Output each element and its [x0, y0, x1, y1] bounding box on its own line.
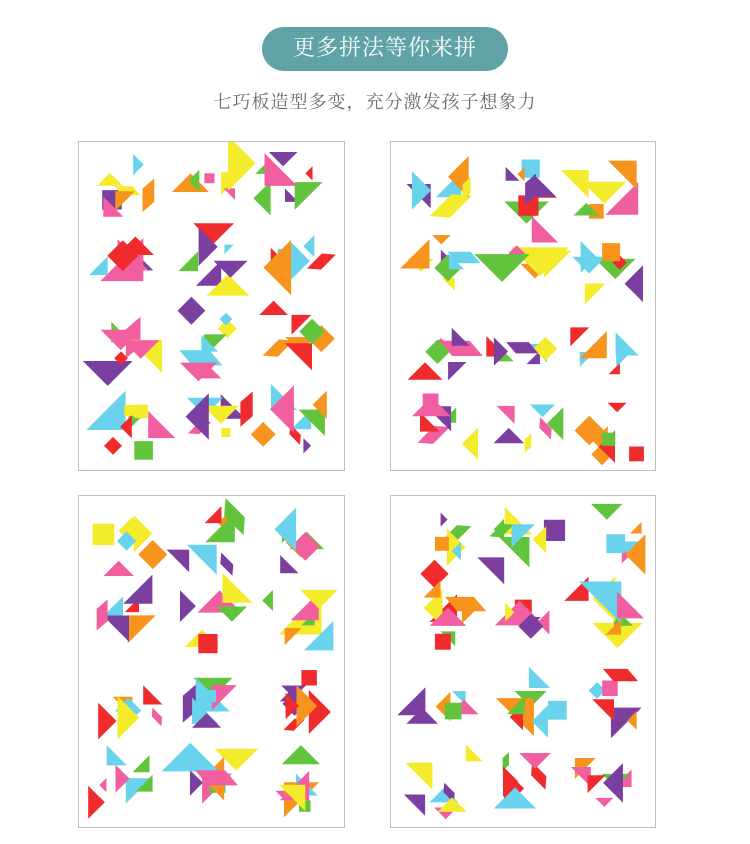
tangram-piece	[97, 600, 108, 631]
tangram-piece	[585, 284, 606, 305]
tangram-figure-4	[474, 216, 571, 282]
tangram-piece	[224, 188, 236, 200]
tangram-piece	[204, 173, 214, 183]
tangram-piece	[525, 434, 532, 453]
tangram-piece	[529, 667, 550, 688]
tangram-piece	[408, 362, 443, 380]
tangram-piece	[204, 690, 216, 702]
tangram-piece	[224, 245, 234, 255]
tangram-piece	[420, 560, 448, 588]
tangram-figure-7	[486, 336, 557, 366]
tangram-figure-9	[412, 394, 478, 460]
tangram-piece	[134, 441, 153, 460]
tangram-piece	[435, 537, 449, 551]
tangram-piece	[143, 179, 155, 213]
tangram-piece	[104, 561, 134, 576]
tangram-piece	[178, 251, 198, 271]
tangram-figure-0	[93, 515, 168, 576]
tangram-piece	[611, 708, 642, 739]
tangram-piece	[107, 745, 127, 765]
tangram-piece	[616, 332, 639, 355]
tangram-piece	[97, 173, 123, 186]
tangram-piece	[263, 339, 294, 356]
tangram-piece	[309, 690, 331, 734]
tangram-figure-8	[589, 669, 642, 738]
tangram-figure-7	[178, 297, 237, 381]
tangram-piece	[303, 438, 311, 453]
tangram-piece	[99, 778, 106, 792]
tangram-piece	[282, 745, 320, 764]
tangram-piece	[205, 506, 222, 523]
tangram-piece	[221, 428, 230, 437]
tangram-figure-5	[263, 235, 335, 295]
tangram-piece	[629, 447, 644, 462]
tangram-figure-2	[274, 508, 324, 574]
tangram-piece	[251, 422, 276, 447]
tangram-figure-10	[186, 391, 253, 439]
tangram-piece	[602, 433, 615, 446]
tangram-figure-9	[88, 745, 152, 819]
tangram-figure-7	[183, 678, 237, 728]
tangram-piece	[134, 405, 148, 419]
tangram-piece	[400, 239, 430, 268]
tangram-figures-grid	[391, 142, 657, 472]
tangram-figures-grid	[79, 496, 346, 829]
tangram-piece	[253, 181, 270, 215]
tangram-piece	[274, 508, 296, 551]
tangram-figure-5	[262, 590, 337, 651]
tangram-figures-grid	[391, 496, 657, 829]
tangram-piece	[406, 763, 433, 790]
tangram-piece	[435, 634, 451, 650]
tangram-figure-8	[280, 670, 331, 734]
tangram-figure-10	[162, 743, 259, 804]
tangram-piece	[625, 265, 643, 302]
section-title: 更多拼法等你来拼	[292, 36, 477, 61]
tangram-piece	[466, 745, 483, 762]
tangram-piece	[263, 240, 291, 295]
tangram-piece	[148, 411, 175, 438]
tangram-piece	[303, 235, 314, 257]
tangram-piece	[603, 763, 623, 803]
tangram-figure-10	[494, 405, 564, 453]
tangram-piece	[532, 216, 558, 242]
tangram-figure-9	[404, 745, 483, 820]
tangram-card-creatures	[390, 141, 656, 471]
tangram-piece	[494, 428, 525, 443]
tangram-piece	[564, 577, 588, 601]
tangram-figure-3	[97, 575, 156, 644]
tangram-figure-11	[275, 745, 320, 817]
tangram-piece	[133, 154, 144, 175]
tangram-piece	[285, 628, 302, 645]
tangram-figure-1	[477, 507, 565, 584]
tangram-card-people	[390, 495, 656, 828]
tangram-piece	[223, 573, 253, 603]
tangram-piece	[240, 391, 252, 426]
tangram-piece	[167, 550, 190, 573]
section-subtitle: 七巧板造型多变，充分激发孩子想象力	[213, 92, 537, 113]
tangram-piece	[124, 405, 135, 416]
tangram-piece	[570, 327, 589, 346]
tangram-piece	[152, 708, 162, 727]
tangram-piece	[630, 522, 642, 534]
tangram-piece	[307, 254, 336, 270]
tangram-piece	[494, 337, 508, 365]
tangram-piece	[561, 170, 589, 198]
tangram-piece	[519, 753, 551, 769]
tangram-piece	[217, 607, 248, 622]
tangram-figure-11	[571, 758, 632, 807]
tangram-piece	[83, 361, 133, 386]
tangram-figure-8	[570, 327, 639, 374]
tangram-piece	[580, 331, 607, 358]
tangram-figure-4	[495, 600, 550, 639]
tangram-figure-8	[259, 301, 335, 371]
tangram-figure-4	[178, 223, 249, 295]
tangram-figure-4	[180, 573, 252, 653]
tangram-figure-11	[251, 384, 327, 454]
tangram-figure-9	[86, 391, 175, 460]
tangram-piece	[128, 615, 156, 643]
tangram-piece	[625, 534, 645, 574]
tangram-figure-0	[407, 156, 472, 218]
tangram-piece	[588, 775, 606, 793]
tangram-piece	[143, 685, 162, 704]
tangram-piece	[539, 417, 551, 439]
tangram-piece	[602, 681, 618, 697]
tangram-piece	[595, 798, 613, 807]
tangram-figure-3	[89, 237, 154, 282]
tangram-figure-0	[420, 513, 471, 588]
tangram-piece	[285, 343, 312, 370]
tangram-piece	[591, 504, 623, 520]
tangram-piece	[462, 428, 478, 460]
tangram-piece	[228, 142, 256, 191]
tangram-figure-2	[591, 504, 645, 575]
tangram-piece	[617, 592, 644, 619]
tangram-piece	[533, 526, 547, 553]
tangram-piece	[548, 701, 567, 720]
tangram-figures-grid	[79, 142, 346, 472]
tangram-piece	[602, 243, 620, 261]
tangram-piece	[262, 590, 273, 611]
tangram-piece	[452, 328, 470, 346]
tangram-card-animals	[78, 141, 345, 471]
tangram-piece	[301, 670, 317, 685]
tangram-figure-6	[397, 687, 478, 724]
tangram-figure-3	[424, 581, 487, 650]
tangram-piece	[104, 437, 122, 455]
tangram-piece	[530, 405, 555, 418]
tangram-piece	[88, 786, 105, 819]
tangram-figure-1	[172, 142, 256, 200]
tangram-figure-5	[572, 241, 643, 304]
tangram-piece	[132, 755, 149, 772]
tangram-piece	[89, 256, 108, 275]
tangram-piece	[198, 634, 217, 653]
tangram-figure-10	[494, 752, 551, 808]
tangram-piece	[448, 362, 466, 380]
tangram-piece	[430, 194, 472, 217]
tangram-piece	[517, 167, 524, 181]
tangram-piece	[606, 534, 625, 553]
tangram-piece	[295, 182, 323, 210]
tangram-piece	[608, 403, 627, 413]
tangram-figure-2	[561, 161, 639, 219]
tangram-piece	[187, 545, 217, 575]
tangram-piece	[603, 669, 638, 681]
tangram-figure-6	[83, 317, 162, 386]
tangram-piece	[259, 301, 288, 315]
tangram-figure-1	[167, 498, 245, 576]
tangram-card-buildings	[78, 495, 345, 828]
tangram-piece	[93, 524, 115, 546]
tangram-piece	[532, 705, 548, 737]
tangram-figure-7	[496, 667, 567, 738]
tangram-piece	[592, 699, 614, 721]
tangram-piece	[579, 582, 621, 624]
tangram-piece	[474, 254, 530, 282]
tangram-figure-0	[97, 154, 154, 217]
tangram-piece	[123, 575, 152, 604]
tangram-piece	[280, 555, 298, 573]
tangram-piece	[544, 251, 571, 278]
tangram-figure-6	[98, 685, 162, 739]
tangram-piece	[494, 787, 536, 808]
tangram-piece	[162, 743, 219, 772]
tangram-figure-11	[575, 403, 644, 466]
tangram-figure-6	[408, 328, 483, 381]
tangram-figure-5	[564, 576, 644, 648]
tangram-piece	[86, 391, 125, 430]
tangram-piece	[220, 553, 233, 576]
tangram-piece	[432, 235, 451, 244]
tangram-piece	[404, 795, 425, 816]
tangram-piece	[138, 540, 167, 569]
tangram-piece	[178, 297, 206, 325]
tangram-piece	[441, 513, 448, 527]
tangram-figure-1	[504, 160, 557, 224]
section-title-pill	[262, 27, 508, 71]
tangram-figure-3	[400, 235, 481, 291]
tangram-figure-2	[253, 152, 322, 216]
tangram-piece	[462, 606, 480, 624]
tangram-piece	[98, 703, 116, 740]
tangram-piece	[544, 520, 565, 541]
tangram-piece	[497, 406, 515, 424]
tangram-piece	[445, 703, 462, 720]
tangram-piece	[506, 167, 520, 181]
tangram-piece	[477, 557, 504, 584]
tangram-piece	[305, 166, 312, 180]
tangram-piece	[180, 590, 196, 622]
